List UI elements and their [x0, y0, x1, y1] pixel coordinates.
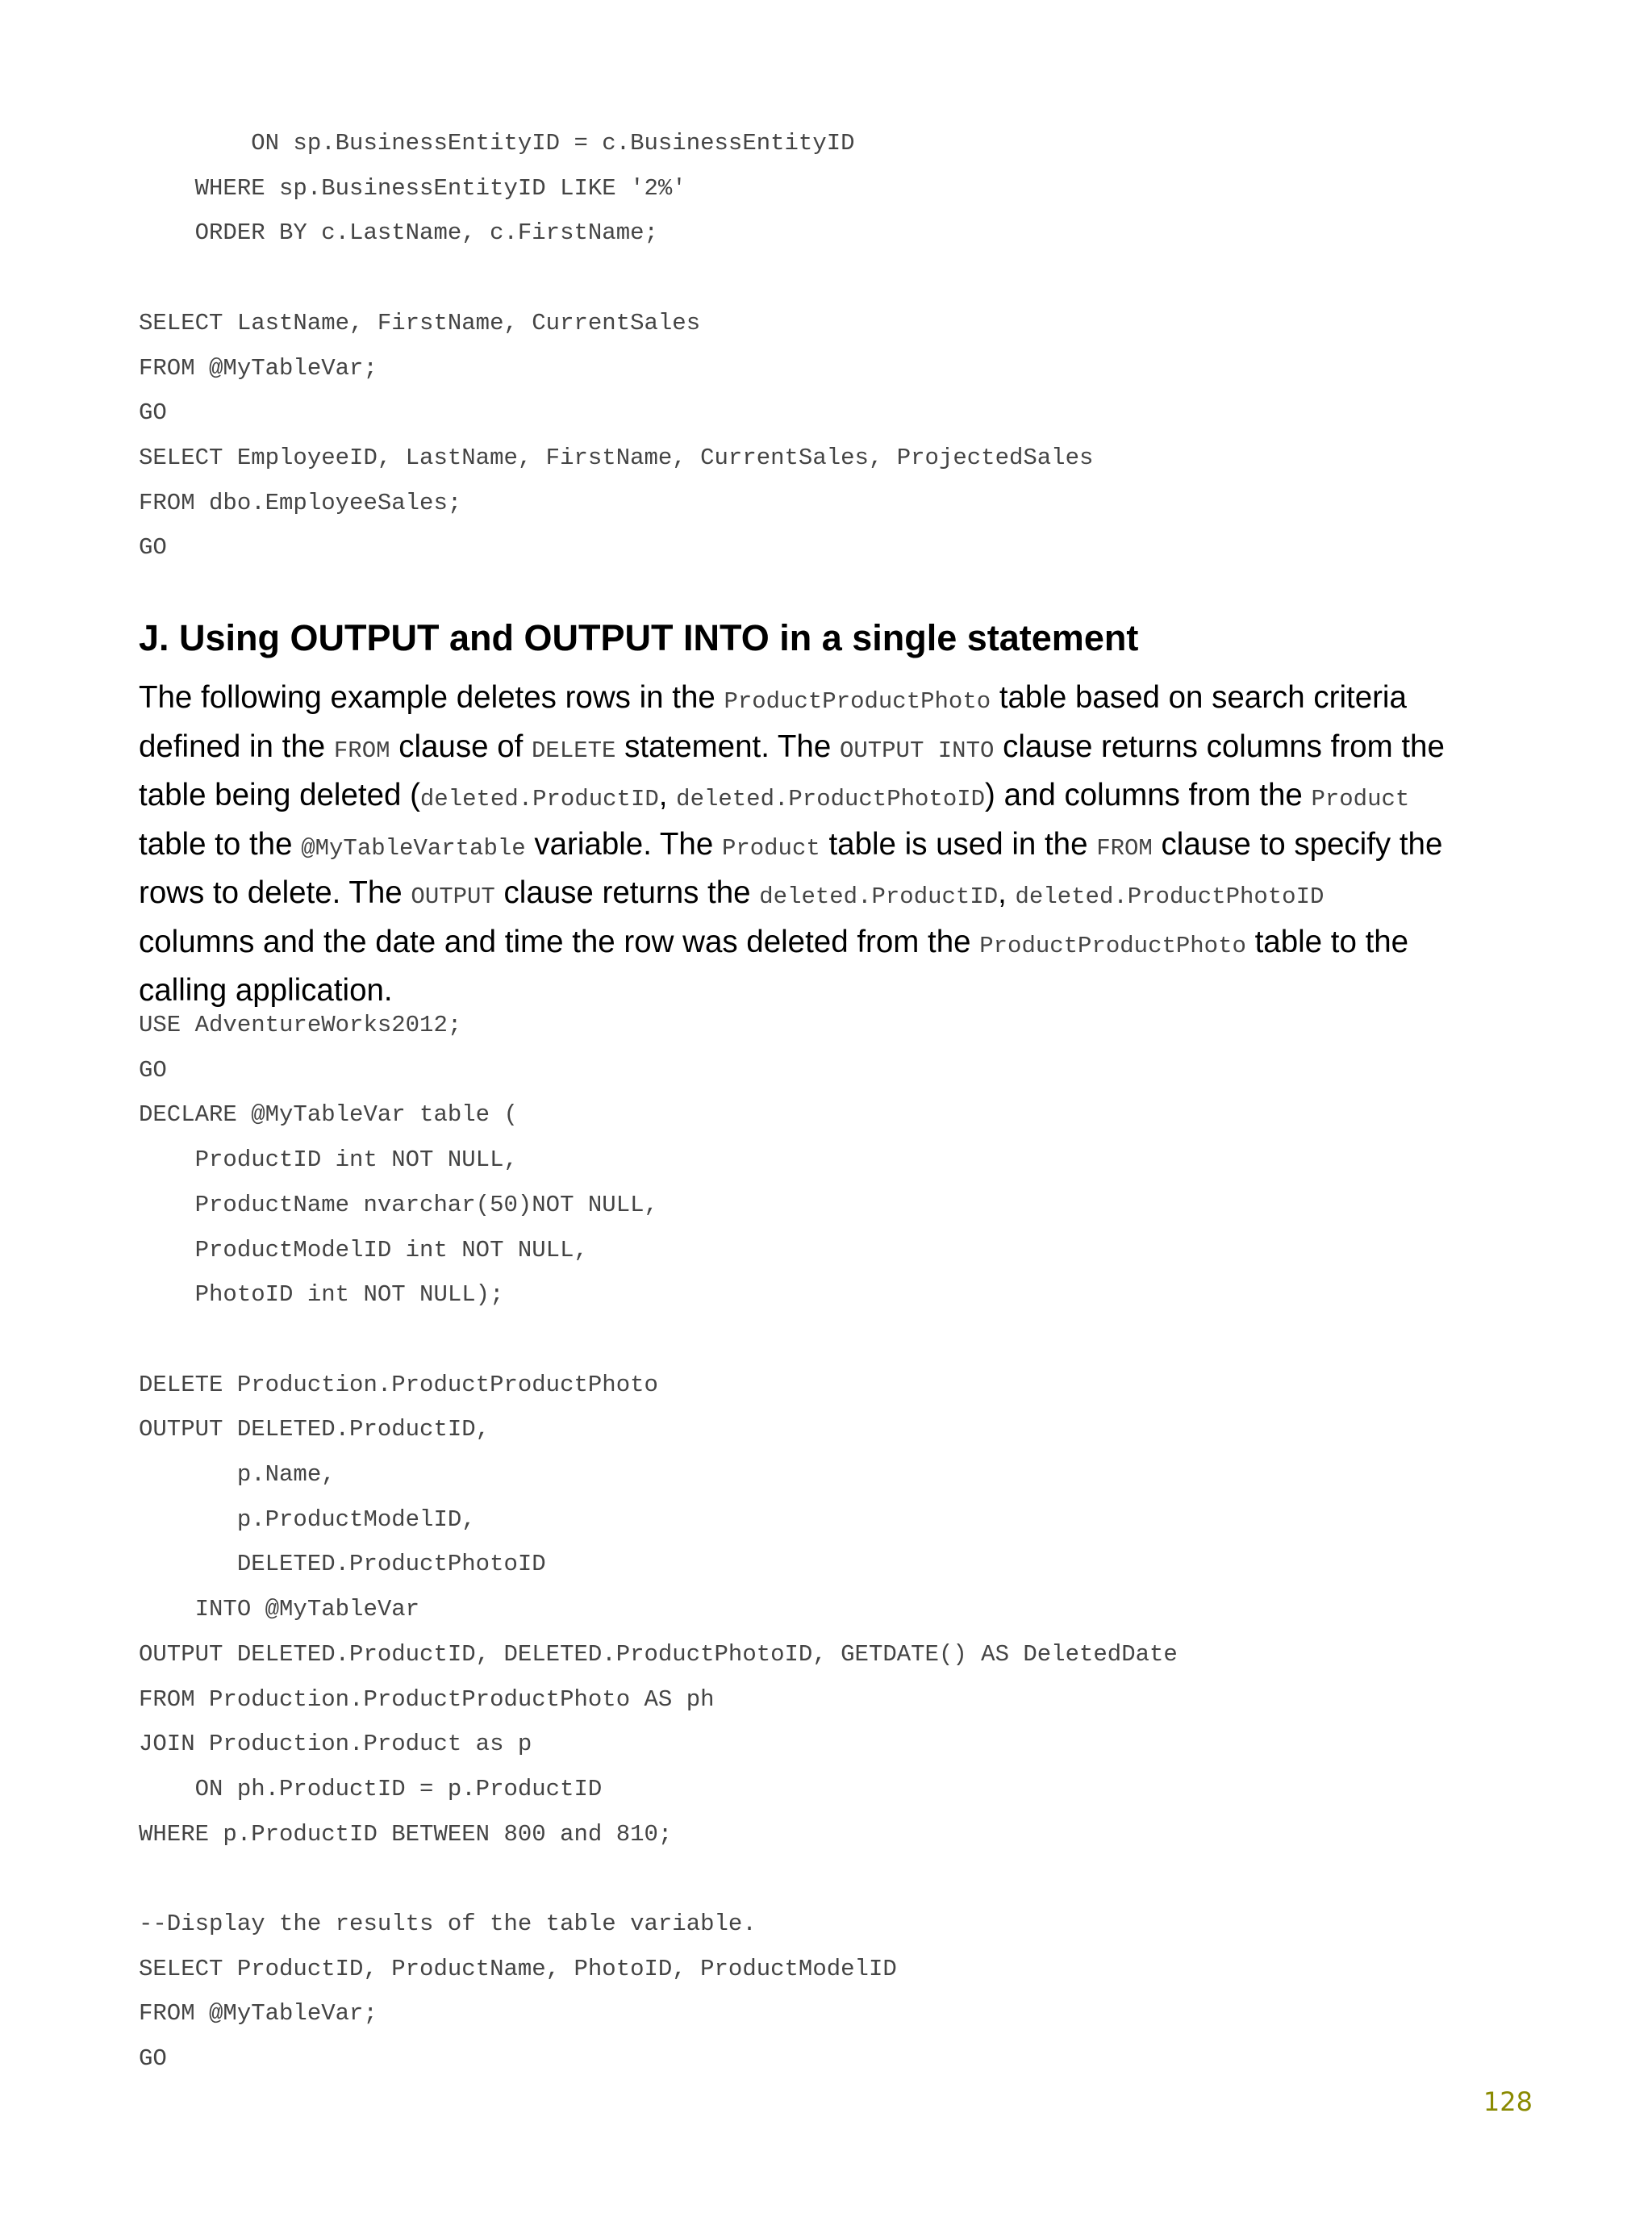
inline-code: ProductProductPhoto: [724, 688, 991, 715]
text: clause to specify the: [1152, 826, 1443, 862]
inline-code: ProductProductPhoto: [979, 932, 1246, 959]
text: table to the: [139, 826, 302, 862]
text: ,: [998, 875, 1016, 910]
code-block-example: USE AdventureWorks2012; GO DECLARE @MyTableVar table ( ProductID int NOT NULL, ProductName nvarchar(50)NOT NULL, ProductModelID int NOT NULL, PhotoID int NOT NULL); DELETE Production.ProductProductPhoto OUTPUT DELETED.ProductID, p.Name, p.ProductModelID, DELETED.ProductPhotoID INTO @MyTableVar OUTPUT DELETED.ProductID, DELETED.ProductPhotoID, GETDATE() AS DeletedDate FROM Production.ProductProductPhoto AS ph JOIN Production.Product as p ON ph.ProductID = p.ProductID WHERE p.ProductID BETWEEN 800 and 810; --Display the results of the table variable. SELECT ProductID, ProductName, PhotoID, ProductModelID FROM @MyTableVar; GO: [139, 1012, 1178, 2073]
paragraph-line: [139, 725, 1526, 774]
inline-code: Product: [1311, 786, 1410, 812]
inline-code: deleted.ProductID: [419, 786, 659, 812]
inline-code: @MyTableVartable: [301, 834, 526, 862]
section-heading: J. Using OUTPUT and OUTPUT INTO in a single statement: [139, 617, 1139, 658]
text: table is used in the: [820, 826, 1097, 862]
paragraph-line: [139, 822, 1526, 871]
paragraph-line: [139, 920, 1526, 969]
inline-code: FROM: [1096, 834, 1153, 862]
inline-code: deleted.ProductPhotoID: [676, 786, 986, 812]
text: calling application.: [139, 973, 393, 1008]
text: variable. The: [525, 826, 722, 862]
code-block-continued: ON sp.BusinessEntityID = c.BusinessEntityID WHERE sp.BusinessEntityID LIKE '2%' ORDER BY c.LastName, c.FirstName; SELECT LastName, FirstName, CurrentSales FROM @MyTableVar; GO SELECT EmployeeID, LastName, FirstName, CurrentSales, ProjectedSales FROM dbo.EmployeeSales; GO: [139, 130, 1094, 562]
paragraph-line: [139, 675, 1526, 725]
text: table based on search criteria: [991, 680, 1407, 715]
text: table being deleted (: [139, 778, 420, 812]
text: columns and the date and time the row was deleted from the: [139, 924, 980, 959]
paragraph-line: [139, 773, 1526, 822]
inline-code: FROM: [333, 737, 390, 764]
paragraph-line: [139, 871, 1526, 920]
text: statement. The: [615, 729, 840, 764]
text: rows to delete. The: [139, 875, 411, 910]
text: clause of: [390, 729, 532, 764]
text: defined in the: [139, 729, 334, 764]
text: ) and columns from the: [985, 778, 1312, 812]
inline-code: OUTPUT: [411, 883, 495, 910]
page-number: 128: [1483, 2086, 1533, 2117]
inline-code: OUTPUT INTO: [839, 737, 995, 764]
inline-code: Product: [721, 834, 820, 862]
inline-code: DELETE: [532, 737, 616, 764]
section-paragraph: [139, 675, 1526, 1013]
inline-code: deleted.ProductPhotoID: [1015, 883, 1325, 910]
text: table to the: [1245, 924, 1409, 959]
text: clause returns columns from the: [994, 729, 1445, 764]
inline-code: deleted.ProductID: [759, 883, 999, 910]
text: ,: [658, 778, 677, 812]
text: clause returns the: [494, 875, 760, 910]
text: The following example deletes rows in the: [139, 680, 724, 715]
